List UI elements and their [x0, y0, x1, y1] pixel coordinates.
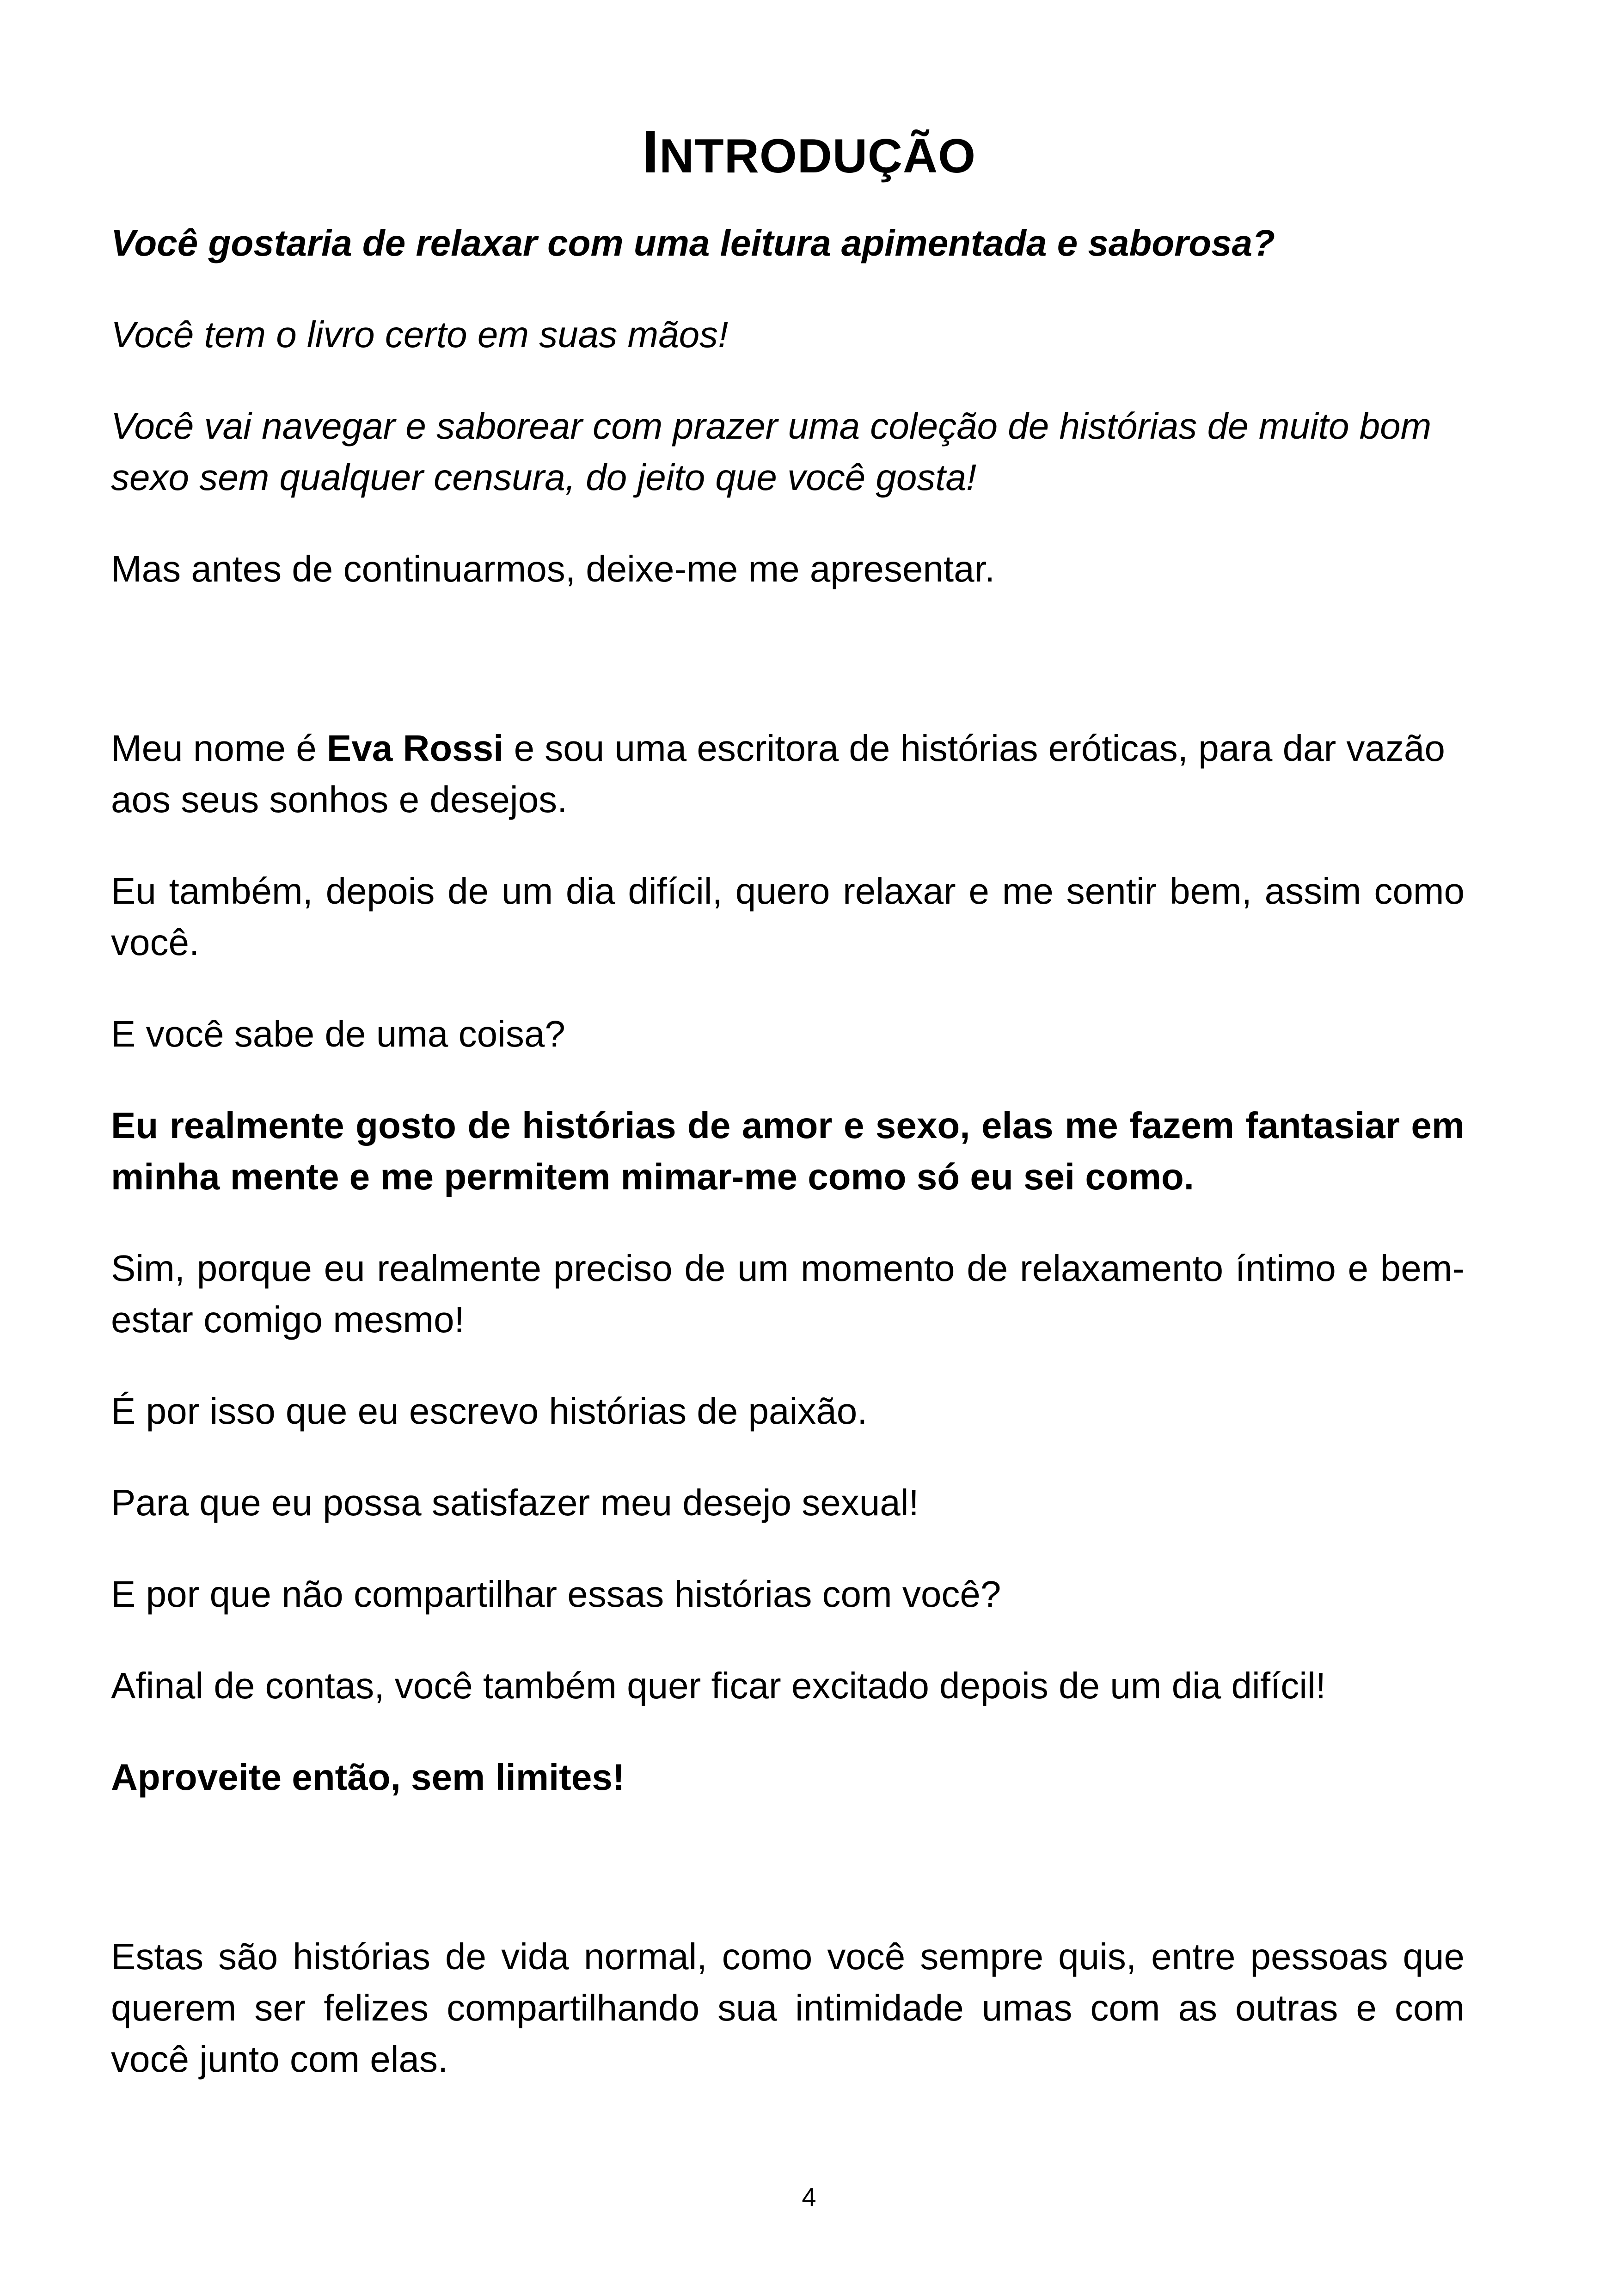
page-number: 4 [802, 2182, 816, 2211]
body-text [111, 217, 1465, 2125]
paragraph-normal-life: Estas são histórias de vida normal, como você sempre quis, entre pessoas que querem ser felizes compartilhando sua intimidade umas com as outras e com você junto com elas. [111, 1936, 1465, 2080]
paragraph-satisfy: Para que eu possa satisfazer meu desejo sexual! [111, 1482, 919, 1523]
paragraph-question: Você gostaria de relaxar com uma leitura apimentada e saborosa? [111, 222, 1275, 263]
section-spacer-2 [111, 1843, 1465, 1931]
paragraph-need-moment: Sim, porque eu realmente preciso de um momento de relaxamento íntimo e bem-estar comigo mesmo! [111, 1248, 1465, 1340]
paragraph-know-something: E você sabe de uma coisa? [111, 1013, 565, 1054]
paragraph-relax: Eu também, depois de um dia difícil, quero relaxar e me sentir bem, assim como você. [111, 870, 1465, 963]
chapter-title-initial: I [642, 118, 660, 185]
paragraph-share: E por que não compartilhar essas histórias com você? [111, 1574, 1001, 1615]
paragraph-collection: Você vai navegar e saborear com prazer uma coleção de histórias de muito bom sexo sem qualquer censura, do jeito que você gosta! [111, 405, 1432, 498]
paragraph-author-name [111, 722, 1465, 825]
author-name: Eva Rossi [326, 728, 504, 769]
chapter-title-rest: NTRODUÇÃO [659, 129, 976, 183]
section-spacer [111, 635, 1465, 722]
paragraph-love-stories: Eu realmente gosto de histórias de amor e sexo, elas me fazem fantasiar em minha mente e me permitem mimar-me como só eu sei como. [111, 1105, 1465, 1197]
paragraph-enjoy: Aproveite então, sem limites! [111, 1757, 625, 1798]
paragraph-after-day: Afinal de contas, você também quer ficar excitado depois de um dia difícil! [111, 1665, 1326, 1706]
author-description-text: e sou uma escritora de histórias eróticas, para dar vazão aos seus sonhos e desejos. [111, 728, 1445, 820]
paragraph-introduce: Mas antes de continuarmos, deixe-me me apresentar. [111, 548, 995, 589]
paragraph-right-book: Você tem o livro certo em suas mãos! [111, 314, 729, 355]
paragraph-why-write: É por isso que eu escrevo histórias de paixão. [111, 1390, 868, 1432]
chapter-title [0, 115, 1618, 193]
author-intro-text: Meu nome é [111, 728, 327, 769]
